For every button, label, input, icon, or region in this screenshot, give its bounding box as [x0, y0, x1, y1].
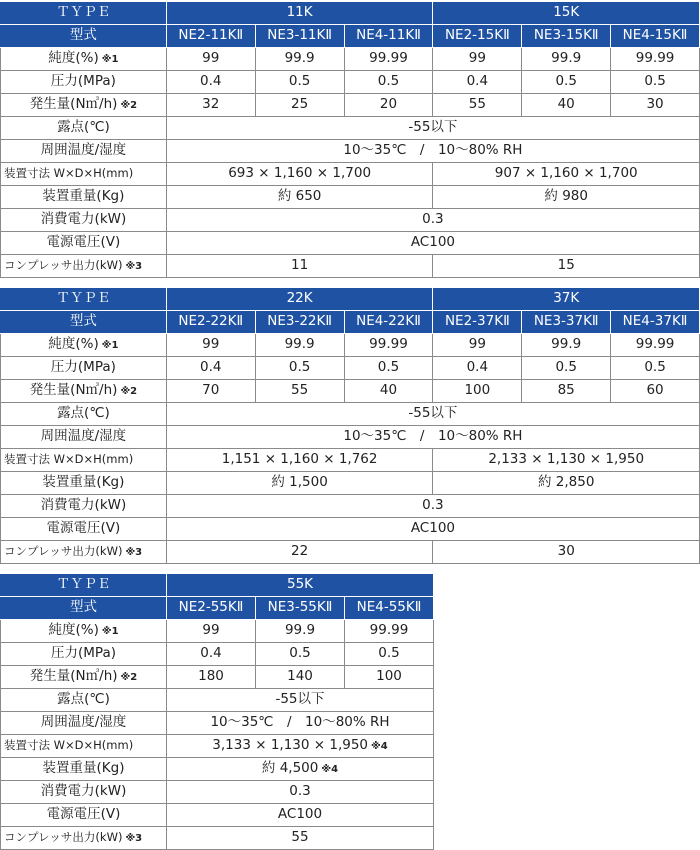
- dewpoint-label: 露点(℃): [1, 403, 167, 426]
- value-cell: 55: [167, 827, 434, 850]
- value-cell: 22: [166, 541, 433, 564]
- flow-label: 発生量(N㎥/h) ※2: [1, 94, 167, 117]
- model-cell: NE3-55KⅡ: [256, 597, 345, 620]
- value-cell: 0.3: [167, 781, 434, 804]
- model-cell: NE3-37KⅡ: [522, 311, 611, 334]
- power-row: [1, 781, 434, 804]
- note-marker: ※4: [371, 741, 388, 753]
- dewpoint-row: [1, 689, 434, 712]
- value-cell: 693 × 1,160 × 1,700: [166, 163, 433, 186]
- type-label: ＴＹＰＥ: [1, 2, 167, 25]
- type-row: [1, 288, 700, 311]
- power-row: [1, 209, 700, 232]
- flow-label: 発生量(N㎥/h) ※2: [1, 380, 167, 403]
- ambient-row: [1, 140, 700, 163]
- group-header: 55K: [167, 574, 434, 597]
- model-cell: NE2-11KⅡ: [166, 25, 255, 48]
- value-cell: 99: [433, 48, 522, 71]
- type-label: ＴＹＰＥ: [1, 288, 167, 311]
- group-header: 11K: [166, 2, 433, 25]
- note-marker: ※1: [101, 54, 119, 66]
- power-label: 消費電力(kW): [1, 209, 167, 232]
- value-cell: 約 1,500: [166, 472, 433, 495]
- value-cell: 100: [345, 666, 434, 689]
- value-cell: 180: [167, 666, 256, 689]
- group-header: 37K: [433, 288, 700, 311]
- dimensions-row: [1, 449, 700, 472]
- model-row: [1, 597, 434, 620]
- pressure-row: [1, 643, 434, 666]
- value-cell: -55以下: [167, 689, 434, 712]
- value-cell: 99.99: [344, 334, 433, 357]
- dimensions-row: [1, 735, 434, 758]
- group-header: 15K: [433, 2, 700, 25]
- value-cell: 70: [166, 380, 255, 403]
- value-cell: 0.3: [166, 495, 699, 518]
- spec-table-11k-15k: [0, 1, 700, 278]
- note-marker: ※2: [120, 672, 138, 684]
- compressor-row: [1, 541, 700, 564]
- model-label: 型式: [1, 597, 167, 620]
- flow-label: 発生量(N㎥/h) ※2: [1, 666, 167, 689]
- note-marker: ※3: [125, 261, 143, 272]
- value-cell: 0.4: [433, 357, 522, 380]
- value-cell: 30: [611, 94, 700, 117]
- value-cell: 0.4: [166, 71, 255, 94]
- value-cell: 99.9: [522, 334, 611, 357]
- pressure-label: 圧力(MPa): [1, 357, 167, 380]
- model-cell: NE3-22KⅡ: [255, 311, 344, 334]
- value-cell: 907 × 1,160 × 1,700: [433, 163, 700, 186]
- value-cell: 0.5: [522, 71, 611, 94]
- ambient-row: [1, 712, 434, 735]
- ambient-label: 周囲温度/湿度: [1, 712, 167, 735]
- compressor-label: コンプレッサ出力(kW) ※3: [1, 827, 167, 850]
- model-cell: NE2-22KⅡ: [166, 311, 255, 334]
- ambient-label: 周囲温度/湿度: [1, 140, 167, 163]
- value-cell: 約 2,850: [433, 472, 700, 495]
- note-marker: ※3: [125, 547, 143, 558]
- purity-row: [1, 334, 700, 357]
- value-cell: 0.4: [433, 71, 522, 94]
- flow-row: [1, 94, 700, 117]
- dewpoint-label: 露点(℃): [1, 117, 167, 140]
- value-cell: 0.5: [255, 357, 344, 380]
- value-cell: 10～35℃ / 10～80% RH: [166, 426, 699, 449]
- value-cell: 約 650: [166, 186, 433, 209]
- value-cell: 11: [166, 255, 433, 278]
- value-cell: 20: [344, 94, 433, 117]
- dimensions-label: 装置寸法 W×D×H(mm): [1, 449, 167, 472]
- value-cell: 40: [344, 380, 433, 403]
- note-marker: ※4: [321, 764, 339, 776]
- weight-row: [1, 186, 700, 209]
- spec-table-22k-37k: [0, 287, 700, 564]
- model-cell: NE4-15KⅡ: [611, 25, 700, 48]
- type-row: [1, 2, 700, 25]
- type-row: [1, 574, 434, 597]
- dewpoint-label: 露点(℃): [1, 689, 167, 712]
- compressor-label: コンプレッサ出力(kW) ※3: [1, 255, 167, 278]
- value-cell: 99.9: [255, 48, 344, 71]
- value-cell: 99: [167, 620, 256, 643]
- pressure-label: 圧力(MPa): [1, 643, 167, 666]
- compressor-row: [1, 255, 700, 278]
- purity-label: 純度(%) ※1: [1, 620, 167, 643]
- model-cell: NE4-11KⅡ: [344, 25, 433, 48]
- purity-row: [1, 620, 434, 643]
- value-cell: 0.5: [345, 643, 434, 666]
- value-cell: 60: [611, 380, 700, 403]
- value-cell: -55以下: [166, 117, 699, 140]
- voltage-row: [1, 232, 700, 255]
- model-label: 型式: [1, 25, 167, 48]
- value-cell: 99.9: [256, 620, 345, 643]
- purity-label: 純度(%) ※1: [1, 334, 167, 357]
- model-cell: NE2-55KⅡ: [167, 597, 256, 620]
- pressure-label: 圧力(MPa): [1, 71, 167, 94]
- purity-row: [1, 48, 700, 71]
- voltage-row: [1, 518, 700, 541]
- value-cell: 0.4: [167, 643, 256, 666]
- model-cell: NE3-11KⅡ: [255, 25, 344, 48]
- ambient-label: 周囲温度/湿度: [1, 426, 167, 449]
- value-cell: 99.99: [611, 48, 700, 71]
- voltage-row: [1, 804, 434, 827]
- pressure-row: [1, 71, 700, 94]
- value-cell: 約 980: [433, 186, 700, 209]
- model-cell: NE4-37KⅡ: [611, 311, 700, 334]
- note-marker: ※2: [120, 386, 138, 398]
- value-cell: 140: [256, 666, 345, 689]
- value-cell: 100: [433, 380, 522, 403]
- value-cell: 0.5: [611, 71, 700, 94]
- value-cell: 約 4,500 ※4: [167, 758, 434, 781]
- value-cell: 99.99: [345, 620, 434, 643]
- model-cell: NE4-22KⅡ: [344, 311, 433, 334]
- dewpoint-row: [1, 117, 700, 140]
- value-cell: 2,133 × 1,130 × 1,950: [433, 449, 700, 472]
- voltage-label: 電源電圧(V): [1, 518, 167, 541]
- value-cell: AC100: [166, 518, 699, 541]
- power-label: 消費電力(kW): [1, 781, 167, 804]
- weight-row: [1, 758, 434, 781]
- value-cell: 0.5: [256, 643, 345, 666]
- value-cell: 3,133 × 1,130 × 1,950 ※4: [167, 735, 434, 758]
- flow-row: [1, 380, 700, 403]
- value-cell: 0.5: [344, 357, 433, 380]
- voltage-label: 電源電圧(V): [1, 804, 167, 827]
- dimensions-label: 装置寸法 W×D×H(mm): [1, 163, 167, 186]
- value-cell: AC100: [166, 232, 699, 255]
- compressor-label: コンプレッサ出力(kW) ※3: [1, 541, 167, 564]
- value-cell: 15: [433, 255, 700, 278]
- compressor-row: [1, 827, 434, 850]
- model-label: 型式: [1, 311, 167, 334]
- model-cell: NE3-15KⅡ: [522, 25, 611, 48]
- dimensions-label: 装置寸法 W×D×H(mm): [1, 735, 167, 758]
- note-marker: ※1: [101, 340, 119, 352]
- dimensions-row: [1, 163, 700, 186]
- type-label: ＴＹＰＥ: [1, 574, 167, 597]
- model-row: [1, 311, 700, 334]
- value-cell: 0.5: [611, 357, 700, 380]
- note-marker: ※2: [120, 100, 138, 112]
- value-cell: 99.9: [522, 48, 611, 71]
- value-cell: 85: [522, 380, 611, 403]
- flow-row: [1, 666, 434, 689]
- value-cell: 99: [166, 334, 255, 357]
- value-cell: 99: [166, 48, 255, 71]
- value-cell: AC100: [167, 804, 434, 827]
- group-header: 22K: [166, 288, 433, 311]
- value-cell: 30: [433, 541, 700, 564]
- value-cell: 0.4: [166, 357, 255, 380]
- spec-table-55k: [0, 573, 434, 850]
- note-marker: ※1: [101, 626, 119, 638]
- value-cell: 0.5: [344, 71, 433, 94]
- weight-label: 装置重量(Kg): [1, 472, 167, 495]
- value-cell: 40: [522, 94, 611, 117]
- weight-label: 装置重量(Kg): [1, 186, 167, 209]
- value-cell: 0.5: [522, 357, 611, 380]
- model-cell: NE4-55KⅡ: [345, 597, 434, 620]
- power-label: 消費電力(kW): [1, 495, 167, 518]
- value-cell: 55: [433, 94, 522, 117]
- value-cell: 10～35℃ / 10～80% RH: [166, 140, 699, 163]
- purity-label: 純度(%) ※1: [1, 48, 167, 71]
- pressure-row: [1, 357, 700, 380]
- value-cell: 10～35℃ / 10～80% RH: [167, 712, 434, 735]
- value-cell: 0.5: [255, 71, 344, 94]
- note-marker: ※3: [125, 833, 143, 844]
- value-cell: 32: [166, 94, 255, 117]
- ambient-row: [1, 426, 700, 449]
- power-row: [1, 495, 700, 518]
- value-cell: 99.99: [611, 334, 700, 357]
- voltage-label: 電源電圧(V): [1, 232, 167, 255]
- model-cell: NE2-15KⅡ: [433, 25, 522, 48]
- value-cell: 0.3: [166, 209, 699, 232]
- value-cell: 99.99: [344, 48, 433, 71]
- dewpoint-row: [1, 403, 700, 426]
- weight-row: [1, 472, 700, 495]
- model-row: [1, 25, 700, 48]
- value-cell: 99: [433, 334, 522, 357]
- value-cell: 25: [255, 94, 344, 117]
- weight-label: 装置重量(Kg): [1, 758, 167, 781]
- model-cell: NE2-37KⅡ: [433, 311, 522, 334]
- value-cell: 99.9: [255, 334, 344, 357]
- value-cell: 1,151 × 1,160 × 1,762: [166, 449, 433, 472]
- value-cell: -55以下: [166, 403, 699, 426]
- value-cell: 55: [255, 380, 344, 403]
